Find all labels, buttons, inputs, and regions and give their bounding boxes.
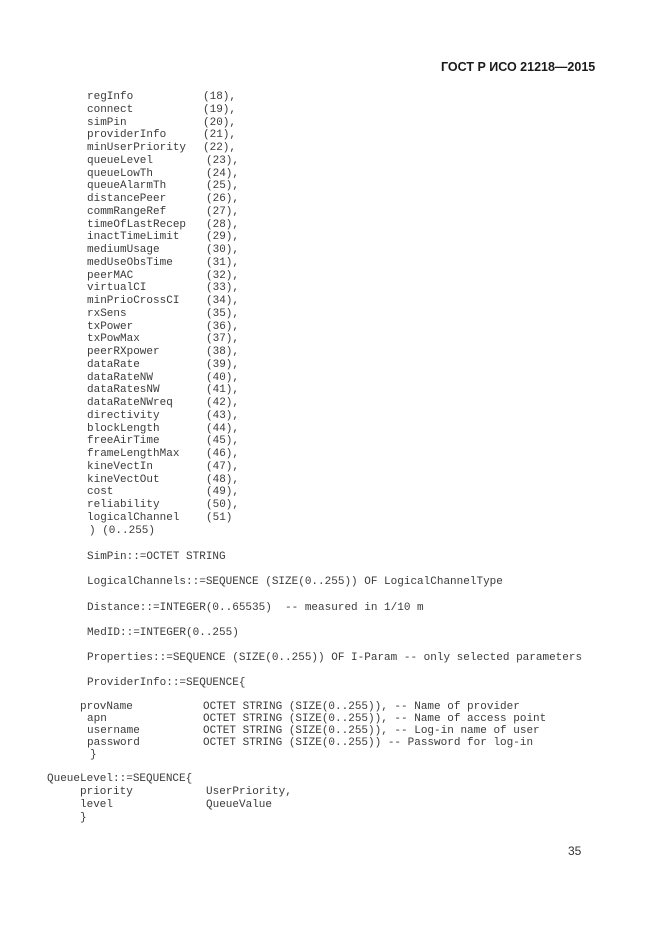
enum-item-name: frameLengthMax: [87, 448, 180, 460]
enum-item-name: queueAlarmTh: [87, 180, 167, 193]
enum-item: [87, 346, 240, 359]
enum-item-name: distancePeer: [87, 193, 167, 205]
enum-item-number: (36),: [206, 320, 240, 333]
enum-item-name: mediumUsage: [87, 244, 160, 256]
enum-item-name: timeOfLastRecep: [87, 218, 187, 231]
enum-item-name: dataRateNWreq: [87, 397, 173, 409]
enum-item: [87, 218, 240, 232]
enum-item-number: (32),: [206, 269, 240, 282]
enum-item-name: peerRXpower: [87, 346, 160, 358]
enum-item-number: (19),: [203, 103, 237, 116]
enum-item: [87, 499, 240, 512]
enum-item: [87, 358, 240, 372]
queue-level-header: QueueLevel::=SEQUENCE{: [47, 773, 193, 785]
enum-item-number: (49),: [206, 486, 240, 499]
enum-item-name: inactTimeLimit: [87, 231, 180, 244]
enum-item: [87, 269, 240, 283]
enum-item: [87, 333, 240, 346]
enum-item-name: peerMAC: [87, 269, 134, 282]
enum-item-name: regInfo: [87, 91, 134, 103]
enum-item: [87, 205, 240, 219]
enum-item-number: (23),: [206, 154, 240, 167]
enum-item-name: rxSens: [87, 307, 127, 320]
enum-item-name: providerInfo: [87, 129, 167, 142]
enum-item-name: dataRateNW: [87, 371, 154, 384]
enum-item-number: (22),: [203, 142, 237, 154]
enum-item-name: dataRatesNW: [87, 384, 160, 397]
enum-item-name: kineVectIn: [87, 460, 154, 473]
enum-item: [87, 231, 240, 244]
field-name: username: [87, 725, 140, 737]
standard-header: ГОСТ Р ИСО 21218—2015: [441, 60, 596, 74]
enum-item-name: txPowMax: [87, 333, 140, 346]
enum-item: [87, 371, 240, 385]
enum-item-name: blockLength: [87, 422, 160, 435]
field-type: UserPriority,: [206, 786, 292, 798]
enum-item: [87, 486, 240, 499]
logical-channels-definition: LogicalChannels::=SEQUENCE (SIZE(0..255)) OF LogicalChannelType: [87, 576, 503, 588]
enum-item-name: queueLevel: [87, 154, 154, 167]
field-name: provName: [80, 701, 133, 713]
enum-list: [87, 91, 240, 537]
enum-item: [87, 435, 240, 448]
field-type: OCTET STRING (SIZE(0..255)), -- Name of access point: [203, 713, 547, 725]
enum-item: [87, 511, 233, 525]
enum-item-number: (29),: [206, 231, 240, 244]
enum-item: [87, 129, 237, 142]
enum-item-name: freeAirTime: [87, 435, 160, 448]
enum-item-number: (47),: [206, 460, 240, 473]
enum-item-number: (46),: [206, 448, 240, 460]
enum-item-name: virtualCI: [87, 282, 147, 295]
enum-item-number: (18),: [203, 91, 237, 103]
enum-item: [87, 256, 240, 270]
simpin-definition: SimPin::=OCTET STRING: [87, 551, 226, 563]
enum-item-name: logicalChannel: [87, 511, 180, 524]
enum-item-number: (25),: [206, 180, 240, 193]
enum-item: [87, 473, 240, 487]
enum-item-name: directivity: [87, 409, 160, 422]
enum-item-number: (31),: [206, 256, 240, 269]
enum-item: [87, 193, 240, 206]
page-number: 35: [568, 844, 582, 858]
enum-item-number: (44),: [206, 422, 240, 435]
properties-definition: Properties::=SEQUENCE (SIZE(0..255)) OF I-Param -- only selected parameters: [87, 652, 583, 664]
enum-item-number: (37),: [206, 333, 240, 346]
enum-item-name: minPrioCrossCI: [87, 295, 180, 307]
enum-item-number: (51): [206, 511, 233, 524]
enum-item-number: (48),: [206, 473, 240, 486]
enum-item-name: kineVectOut: [87, 473, 160, 486]
enum-item: [87, 167, 240, 181]
enum-item: [87, 142, 237, 155]
enum-item-name: txPower: [87, 320, 134, 333]
enum-item: [87, 244, 240, 257]
enum-item-number: (28),: [206, 218, 240, 231]
enum-item-name: simPin: [87, 116, 127, 129]
provider-info-definition: ProviderInfo::=SEQUENCE{: [87, 677, 246, 689]
enum-item-number: (45),: [206, 435, 240, 448]
enum-item-name: medUseObsTime: [87, 256, 173, 269]
enum-item-number: (39),: [206, 358, 240, 371]
field-type: OCTET STRING (SIZE(0..255)), -- Log-in name of user: [203, 725, 540, 737]
enum-item-number: (40),: [206, 371, 240, 384]
enum-item: [87, 295, 240, 308]
closing-brace: }: [90, 749, 97, 761]
enum-item: [87, 409, 240, 423]
field-type: QueueValue: [206, 799, 273, 811]
enum-closing: ) (0..255): [89, 524, 156, 537]
enum-item: [87, 116, 237, 130]
medid-definition: MedID::=INTEGER(0..255): [87, 627, 239, 639]
enum-item: [87, 422, 240, 436]
field-name: priority: [80, 786, 133, 798]
enum-item-number: (26),: [206, 193, 240, 205]
enum-item: [87, 180, 240, 193]
enum-item: [87, 91, 237, 104]
enum-item: [87, 154, 240, 168]
enum-item-number: (42),: [206, 397, 240, 409]
field-type: OCTET STRING (SIZE(0..255)), -- Name of provider: [203, 701, 520, 713]
enum-item-name: reliability: [87, 499, 160, 511]
enum-item-number: (20),: [203, 116, 237, 129]
enum-item-number: (43),: [206, 409, 240, 422]
field-type: OCTET STRING (SIZE(0..255)) -- Password for log-in: [203, 737, 534, 749]
enum-item-number: (33),: [206, 282, 240, 295]
enum-item-number: (34),: [206, 295, 240, 307]
enum-item: [87, 320, 240, 334]
enum-item-number: (27),: [206, 205, 240, 218]
distance-definition: Distance::=INTEGER(0..65535) -- measured in 1/10 m: [87, 602, 424, 614]
enum-item-name: connect: [87, 103, 134, 116]
enum-item-name: cost: [87, 486, 114, 499]
enum-item: [87, 460, 240, 474]
enum-item-number: (38),: [206, 346, 240, 358]
field-name: level: [80, 799, 114, 811]
enum-item-name: minUserPriority: [87, 142, 187, 154]
enum-item-name: dataRate: [87, 358, 140, 371]
field-name: password: [87, 737, 140, 749]
enum-item: [87, 282, 240, 295]
enum-item-number: (21),: [203, 129, 237, 142]
enum-item: [87, 103, 237, 117]
enum-item: [87, 448, 240, 461]
enum-item-number: (41),: [206, 384, 240, 397]
closing-brace: }: [80, 812, 87, 824]
enum-item-number: (30),: [206, 244, 240, 256]
enum-item-number: (50),: [206, 499, 240, 511]
enum-item-number: (35),: [206, 307, 240, 320]
enum-item-number: (24),: [206, 167, 240, 180]
enum-item: [87, 384, 240, 397]
enum-item: [87, 397, 240, 410]
enum-item-name: commRangeRef: [87, 205, 167, 218]
enum-item-name: queueLowTh: [87, 167, 154, 180]
field-name: apn: [87, 713, 107, 725]
enum-item: [87, 307, 240, 321]
